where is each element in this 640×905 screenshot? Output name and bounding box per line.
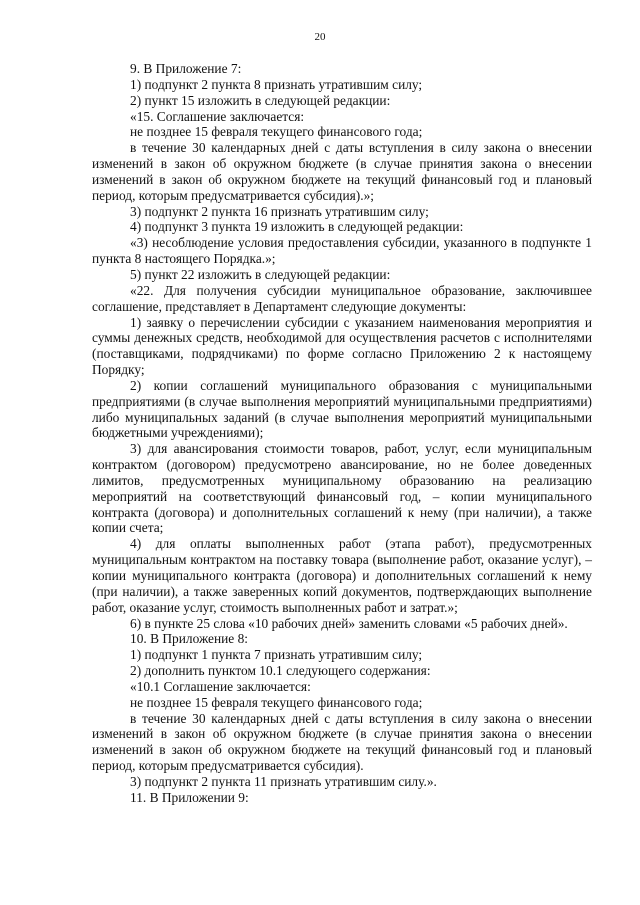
paragraph: 1) заявку о перечислении субсидии с указанием наименования мероприятия и суммы денежных средств, необходимой для осуществления расчетов с исполнителями (поставщиками, подрядчиками) по форме согласно Приложению 2 к настоящему Порядку; <box>92 314 592 378</box>
paragraph: 3) для авансирования стоимости товаров, работ, услуг, если муниципальным контрактом (договором) предусмотрено авансирование, но не более доведенных лимитов, предусмотренных муниципальному образованию на реализацию мероприятий на соответствующий финансовый год, – копии муниципального контракта (договора) и дополнительных соглашений к нему (при наличии), а также копии счета; <box>92 441 592 536</box>
paragraph: 6) в пункте 25 слова «10 рабочих дней» заменить словами «5 рабочих дней». <box>130 615 568 631</box>
paragraph: «15. Соглашение заключается: <box>130 108 305 124</box>
paragraph: 2) пункт 15 изложить в следующей редакции: <box>130 92 391 108</box>
paragraph: в течение 30 календарных дней с даты вступления в силу закона о внесении изменений в закон об окружном бюджете (в случае принятия закона о внесении изменений в закон об окружном бюджете на текущий финансовый год и плановый период, которым предусматривается субсидия).»; <box>92 140 592 203</box>
paragraph: 1) подпункт 1 пункта 7 признать утратившим силу; <box>130 647 423 663</box>
paragraph: не позднее 15 февраля текущего финансового года; <box>130 694 423 710</box>
paragraph: 3) подпункт 2 пункта 11 признать утратившим силу.». <box>130 773 437 789</box>
paragraph: «3) несоблюдение условия предоставления субсидии, указанного в подпункте 1 пункта 8 настоящего Порядка.»; <box>92 235 592 267</box>
paragraph: 2) дополнить пунктом 10.1 следующего содержания: <box>130 663 431 679</box>
paragraph: 10. В Приложение 8: <box>130 631 248 647</box>
paragraph: «10.1 Соглашение заключается: <box>130 678 311 694</box>
paragraph: 3) подпункт 2 пункта 16 признать утратившим силу; <box>130 203 429 219</box>
paragraph: 9. В Приложение 7: <box>130 61 242 76</box>
paragraph: «22. Для получения субсидии муниципальное образование, заключившее соглашение, представляет в Департамент следующие документы: <box>92 282 592 314</box>
page-number: 20 <box>314 31 326 43</box>
document-body <box>92 61 592 806</box>
paragraph: 2) копии соглашений муниципального образования с муниципальными предприятиями (в случае выполнения мероприятий муниципальными предприятиями) либо муниципальных заданий (в случае выполнения мероприятий муниципальными бюджетными учреждениями); <box>92 377 592 441</box>
paragraph: 4) для оплаты выполненных работ (этапа работ), предусмотренных муниципальным контрактом на поставку товара (выполнение работ, оказание услуг), – копии муниципального контракта (договора) и дополнительных соглашений к нему (при наличии), а также заверенных копий документов, подтверждающих выполнение работ, оказание услуг, стоимость выполненных работ и затрат.»; <box>92 536 592 615</box>
paragraph: 4) подпункт 3 пункта 19 изложить в следующей редакции: <box>130 219 464 235</box>
paragraph: 5) пункт 22 изложить в следующей редакции: <box>130 266 391 282</box>
paragraph: 1) подпункт 2 пункта 8 признать утратившим силу; <box>130 76 423 92</box>
paragraph: в течение 30 календарных дней с даты вступления в силу закона о внесении изменений в закон об окружном бюджете (в случае принятия закона о внесении изменений в закон об окружном бюджете на текущий финансовый год и плановый период, которым предусматривается субсидия). <box>92 710 592 774</box>
paragraph: не позднее 15 февраля текущего финансового года; <box>130 124 423 140</box>
paragraph: 11. В Приложении 9: <box>130 789 249 805</box>
